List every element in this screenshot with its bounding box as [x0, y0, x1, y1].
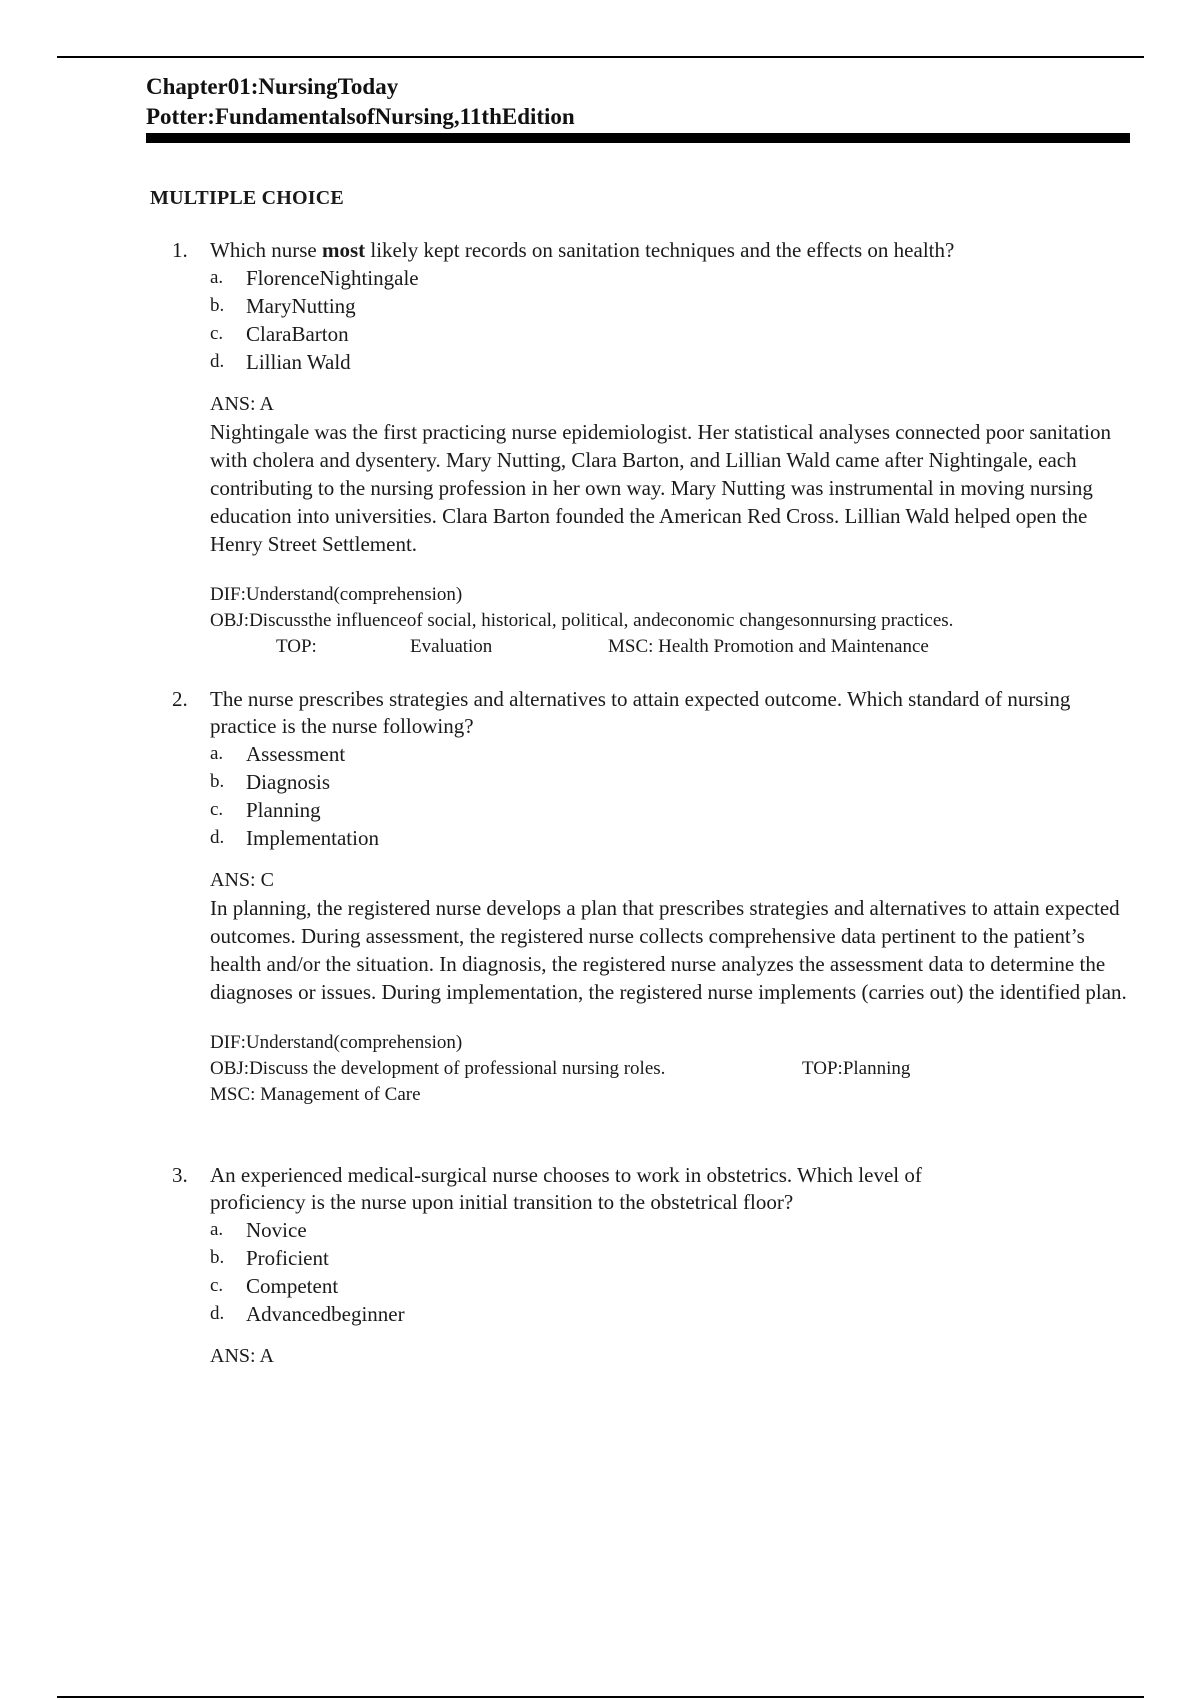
- option-text: MaryNutting: [246, 294, 356, 318]
- objective: OBJ:Discussthe influenceof social, historical, political, andeconomic changesonnursing practices.: [210, 610, 954, 631]
- stem-text: likely kept records on sanitation techniques and the effects on health?: [365, 238, 955, 262]
- option-letter: c.: [210, 323, 224, 344]
- option-a: [210, 1216, 1132, 1244]
- option-c: [210, 1272, 1132, 1300]
- option-letter: d.: [210, 827, 225, 848]
- question-stem: [172, 237, 1132, 264]
- option-text: Proficient: [246, 1246, 329, 1270]
- answer-block: [210, 1342, 1132, 1370]
- bottom-rule: [57, 1696, 1144, 1698]
- option-list: [172, 740, 1132, 852]
- option-list: [172, 264, 1132, 376]
- topic-label: TOP:: [276, 636, 317, 657]
- option-letter: d.: [210, 351, 225, 372]
- option-letter: a.: [210, 743, 224, 764]
- question-number: 2.: [172, 687, 188, 711]
- stem-emphasis: most: [321, 238, 366, 262]
- top-rule: [57, 56, 1144, 58]
- option-text: Planning: [246, 798, 321, 822]
- stem-text: Which nurse: [210, 238, 322, 262]
- question-metadata: [210, 1030, 1132, 1108]
- option-b: [210, 768, 1132, 796]
- question-2: [172, 686, 1132, 1108]
- question-stem: [172, 1162, 1132, 1216]
- objective: OBJ:Discuss the development of professional nursing roles.: [210, 1058, 666, 1079]
- option-text: Novice: [246, 1218, 307, 1242]
- question-number: 1.: [172, 238, 188, 262]
- option-d: [210, 348, 1132, 376]
- answer-block: [210, 390, 1132, 558]
- rationale: Nightingale was the first practicing nurse epidemiologist. Her statistical analyses connected poor sanitation with cholera and dysentery. Mary Nutting, Clara Barton, and Lillian Wald came after Nightingale, each contributing to the nursing profession in her own way. Mary Nutting was instrumental in moving nursing education into universities. Clara Barton founded the American Red Cross. Lillian Wald helped open the Henry Street Settlement.: [210, 420, 1112, 556]
- section-heading: MULTIPLE CHOICE: [150, 187, 344, 209]
- option-letter: d.: [210, 1303, 225, 1324]
- option-letter: a.: [210, 267, 224, 288]
- option-text: Implementation: [246, 826, 379, 850]
- option-letter: b.: [210, 771, 225, 792]
- answer-block: [210, 866, 1132, 1006]
- answer-key: ANS: C: [210, 869, 274, 891]
- difficulty: DIF:Understand(comprehension): [210, 1032, 463, 1053]
- option-b: [210, 1244, 1132, 1272]
- question-stem: [172, 686, 1132, 740]
- option-text: FlorenceNightingale: [246, 266, 419, 290]
- client-needs: MSC: Management of Care: [210, 1084, 421, 1105]
- chapter-title: Chapter01:NursingToday: [146, 74, 399, 99]
- option-text: Advancedbeginner: [246, 1302, 405, 1326]
- option-d: [210, 1300, 1132, 1328]
- option-letter: a.: [210, 1219, 224, 1240]
- option-letter: c.: [210, 1275, 224, 1296]
- topic: TOP:Planning: [802, 1058, 911, 1079]
- option-list: [172, 1216, 1132, 1328]
- option-text: ClaraBarton: [246, 322, 349, 346]
- option-b: [210, 292, 1132, 320]
- difficulty: DIF:Understand(comprehension): [210, 584, 463, 605]
- question-metadata: [210, 582, 1132, 660]
- client-needs: MSC: Health Promotion and Maintenance: [608, 636, 929, 657]
- option-a: [210, 740, 1132, 768]
- question-3: [172, 1162, 1132, 1370]
- topic-value: Evaluation: [410, 636, 493, 657]
- option-letter: b.: [210, 295, 225, 316]
- option-a: [210, 264, 1132, 292]
- option-letter: b.: [210, 1247, 225, 1268]
- option-c: [210, 320, 1132, 348]
- rationale: In planning, the registered nurse develops a plan that prescribes strategies and alternatives to attain expected outcomes. During assessment, the registered nurse collects comprehensive data pertinent to the patient’s health and/or the situation. In diagnosis, the registered nurse analyzes the assessment data to determine the diagnoses or issues. During implementation, the registered nurse implements (carries out) the identified plan.: [210, 896, 1127, 1004]
- answer-key: ANS: A: [210, 1345, 274, 1367]
- answer-key: ANS: A: [210, 393, 274, 415]
- question-1: [172, 237, 1132, 660]
- question-number: 3.: [172, 1163, 188, 1187]
- stem-text: The nurse prescribes strategies and alternatives to attain expected outcome. Which standard of nursing practice is the nurse following?: [210, 687, 1071, 738]
- option-d: [210, 824, 1132, 852]
- option-letter: c.: [210, 799, 224, 820]
- option-text: Assessment: [246, 742, 346, 766]
- option-text: Lillian Wald: [246, 350, 351, 374]
- header-divider: [146, 133, 1130, 143]
- option-c: [210, 796, 1132, 824]
- option-text: Competent: [246, 1274, 339, 1298]
- document-header: [146, 72, 1130, 132]
- book-title: Potter:FundamentalsofNursing,11thEdition: [146, 104, 575, 129]
- option-text: Diagnosis: [246, 770, 330, 794]
- stem-text: An experienced medical-surgical nurse chooses to work in obstetrics. Which level of proficiency is the nurse upon initial transition to the obstetrical floor?: [210, 1163, 922, 1214]
